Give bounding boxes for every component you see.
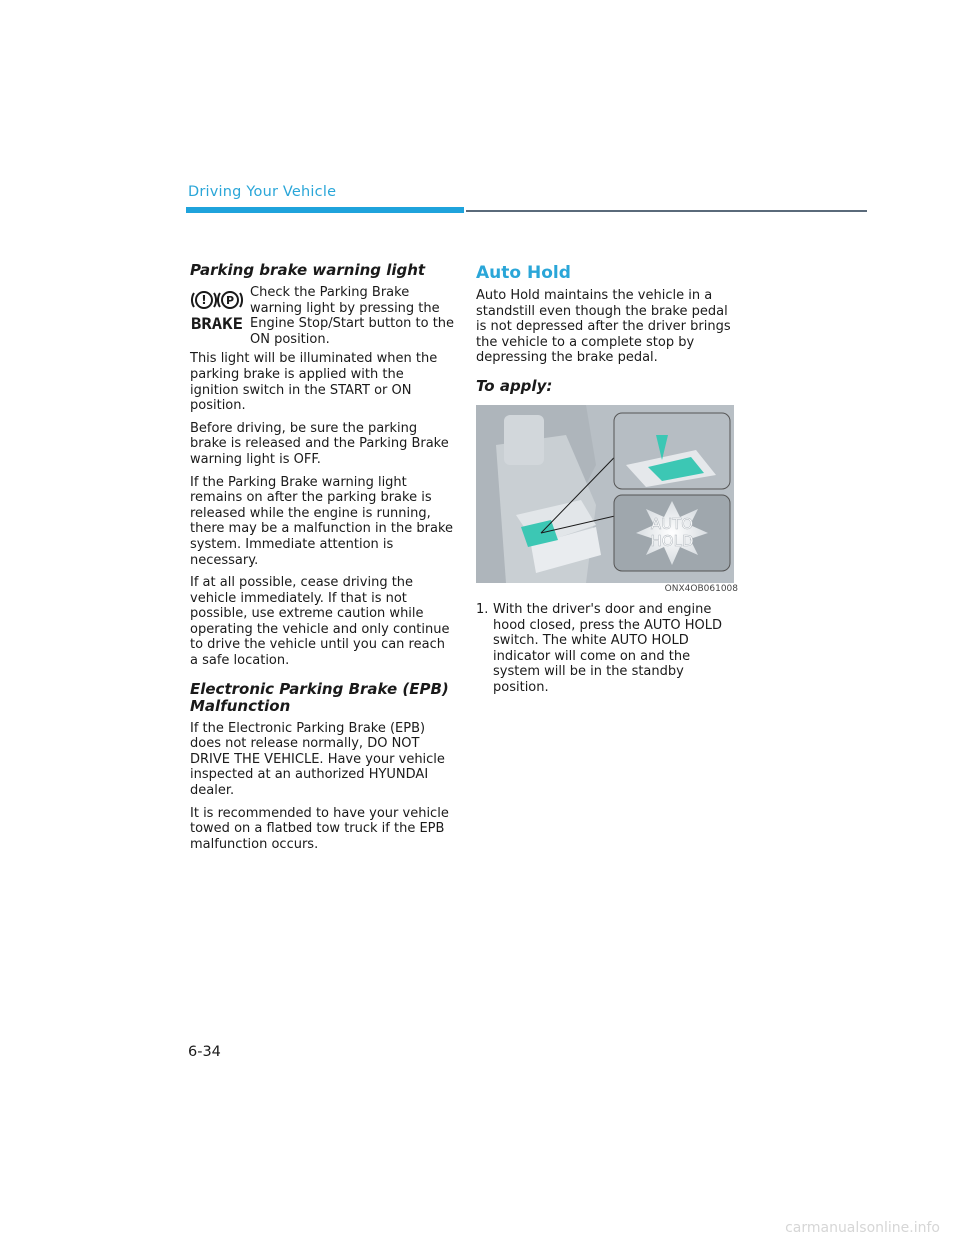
warning-light-row [190, 285, 456, 347]
epb-heading: Electronic Parking Brake (EPB) Malfunction [190, 679, 449, 715]
parking-brake-heading: Parking brake warning light [190, 261, 426, 279]
page-number: 6-34 [188, 1044, 221, 1060]
paragraph: If at all possible, cease driving the vehicle immediately. If that is not possible, use extreme caution while operating the vehicle and only continue to drive the vehicle until you can reach a safe location. [190, 575, 450, 669]
auto-hold-label-line2: HOLD [650, 531, 694, 550]
step-text: With the driver's door and engine hood closed, press the AUTO HOLD switch. The white AUTO HOLD indicator will come on and the system will be in the standby position. [493, 601, 722, 695]
paragraph: Auto Hold maintains the vehicle in a standstill even though the brake pedal is not depressed after the driver brings the vehicle to a complete stop by depressing the brake pedal. [476, 288, 731, 366]
p-glyph: P [225, 294, 235, 307]
header-accent-bar [186, 207, 464, 213]
parking-brake-warning-icon [190, 289, 244, 333]
steps-list [476, 602, 738, 696]
left-column [190, 262, 456, 859]
right-column [476, 262, 738, 696]
section-title: Driving Your Vehicle [188, 184, 337, 200]
to-apply-heading: To apply: [476, 376, 553, 395]
paragraph: It is recommended to have your vehicle towed on a flatbed tow truck if the EPB malfunction occurs. [190, 805, 449, 852]
header-rule [466, 210, 867, 212]
exclaim-glyph: ! [201, 293, 207, 307]
paragraph: If the Electronic Parking Brake (EPB) does not release normally, DO NOT DRIVE THE VEHICLE. Have your vehicle inspected at an authorized HYUNDAI dealer. [190, 720, 445, 799]
watermark: carmanualsonline.info [785, 1220, 940, 1236]
auto-hold-label-line1: AUTO [650, 514, 694, 533]
console-illustration [476, 405, 734, 583]
warning-light-text: Check the Parking Brake warning light by pressing the Engine Stop/Start button to the ON position. [250, 285, 455, 347]
paragraph: If the Parking Brake warning light remains on after the parking brake is released while the engine is running, there may be a malfunction in the brake system. Immediate attention is necessary. [190, 474, 454, 568]
paragraph: Before driving, be sure the parking brake is released and the Parking Brake warning light is OFF. [190, 420, 449, 467]
paragraph: This light will be illuminated when the parking brake is applied with the ignition switch in the START or ON position. [190, 351, 438, 414]
step-number: 1. [476, 601, 489, 617]
auto-hold-figure [476, 405, 734, 583]
figure-caption: ONX4OB061008 [664, 583, 738, 594]
auto-hold-heading: Auto Hold [476, 263, 571, 283]
list-item [476, 602, 738, 696]
brake-glyph: BRAKE [191, 314, 243, 333]
